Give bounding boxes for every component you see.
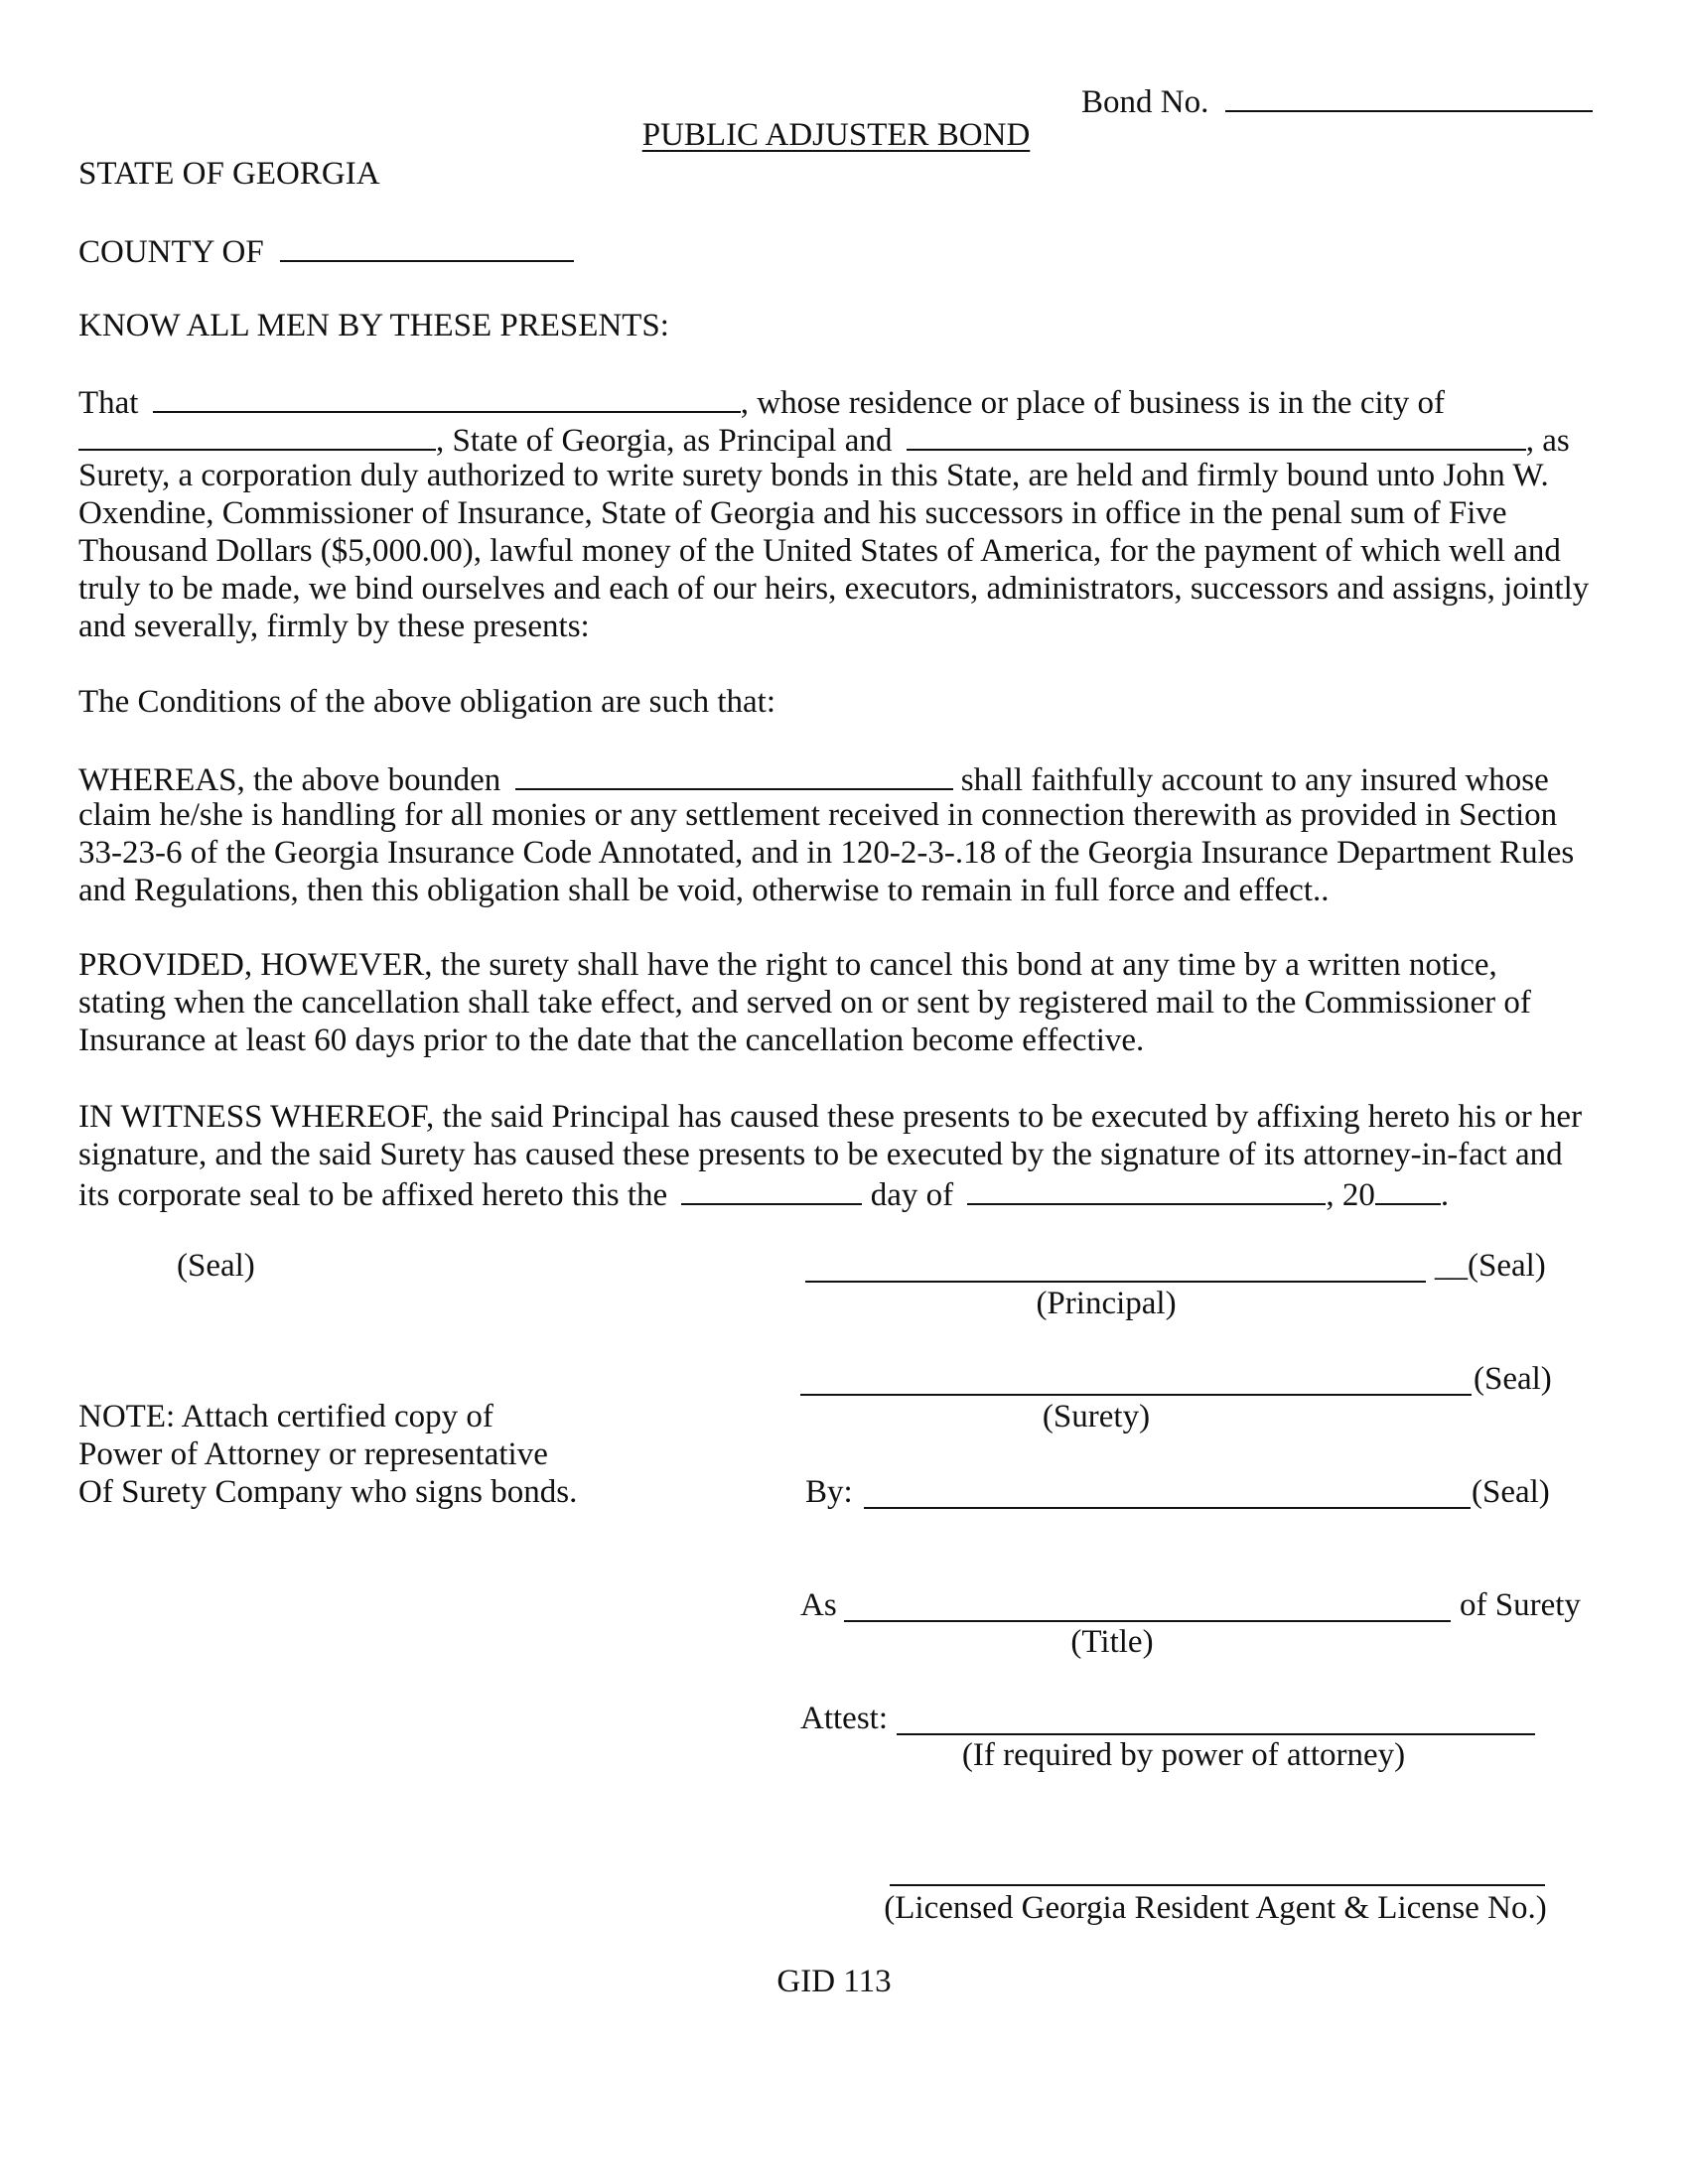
whereas-line1 (78, 758, 1549, 796)
county-row (78, 230, 574, 268)
text: , State of Georgia, as Principal and (436, 423, 893, 459)
county-field[interactable] (280, 230, 574, 262)
state-line: STATE OF GEORGIA (78, 156, 380, 192)
document-title: PUBLIC ADJUSTER BOND (641, 117, 1031, 153)
surety-seal: (Seal) (1474, 1361, 1552, 1397)
by-label: By: (805, 1474, 853, 1510)
note-line: Of Surety Company who signs bonds. (78, 1474, 578, 1510)
bond-no-label: Bond No. (1081, 84, 1209, 120)
whereas-line: 33-23-6 of the Georgia Insurance Code Annotated, and in 120-2-3-.18 of the Georgia Insurance Department Rules (78, 835, 1575, 871)
para1-line: Oxendine, Commissioner of Insurance, State of Georgia and his successors in office in the penal sum of Five (78, 495, 1507, 531)
surety-name-field[interactable] (907, 419, 1526, 451)
attest-note: (If required by power of attorney) (961, 1737, 1406, 1773)
para1-line: Thousand Dollars ($5,000.00), lawful money of the United States of America, for the payment of which well and (78, 533, 1561, 569)
text: shall faithfully account to any insured whose (960, 762, 1549, 798)
text: . (1440, 1177, 1450, 1213)
bounden-name-field[interactable] (515, 758, 953, 790)
provided-line: PROVIDED, HOWEVER, the surety shall have the right to cancel this bond at any time by a written notice, (78, 947, 1497, 983)
principal-signature-line[interactable] (805, 1281, 1426, 1283)
city-field[interactable] (78, 419, 436, 451)
para1-line: Surety, a corporation duly authorized to write surety bonds in this State, are held and firmly bound unto John W. (78, 458, 1549, 493)
bond-number-row (1081, 80, 1593, 118)
text: , as (1525, 423, 1570, 459)
provided-line: Insurance at least 60 days prior to the date that the cancellation become effective. (78, 1023, 1145, 1058)
year-field[interactable] (1375, 1173, 1441, 1205)
text: That (78, 385, 139, 421)
preamble: KNOW ALL MEN BY THESE PRESENTS: (78, 308, 669, 343)
text: , whose residence or place of business is in the city of (740, 385, 1446, 421)
of-surety-label: of Surety (1460, 1587, 1581, 1623)
text: its corporate seal to be affixed hereto this the (78, 1177, 668, 1213)
whereas-line: claim he/she is handling for all monies or any settlement received in connection therewith as provided in Section (78, 797, 1558, 833)
attest-label: Attest: (800, 1701, 888, 1736)
county-label: COUNTY OF (78, 234, 264, 270)
title-line[interactable] (844, 1620, 1451, 1622)
attest-line[interactable] (897, 1733, 1535, 1735)
by-seal: (Seal) (1472, 1474, 1550, 1510)
para1-line: truly to be made, we bind ourselves and each of our heirs, executors, administrators, successors and assigns, jointly (78, 571, 1590, 607)
title-label: (Title) (1070, 1624, 1154, 1660)
whereas-line: and Regulations, then this obligation shall be void, otherwise to remain in full force and effect.. (78, 873, 1330, 908)
conditions-heading: The Conditions of the above obligation are such that: (78, 684, 776, 720)
text: WHEREAS, the above bounden (78, 762, 501, 798)
agent-label: (Licensed Georgia Resident Agent & License No.) (884, 1890, 1547, 1926)
principal-name-field[interactable] (153, 381, 741, 413)
note-line: Power of Attorney or representative (78, 1436, 548, 1472)
month-field[interactable] (967, 1173, 1326, 1205)
witness-line: signature, and the said Surety has caused these presents to be executed by the signature of its attorney-in-fact and (78, 1137, 1563, 1172)
witness-line3 (78, 1173, 1449, 1211)
agent-signature-line[interactable] (890, 1884, 1545, 1886)
note-line: NOTE: Attach certified copy of (78, 1399, 493, 1434)
provided-line: stating when the cancellation shall take effect, and served on or sent by registered mail to the Commissioner of (78, 985, 1531, 1021)
para1-line1 (78, 381, 1445, 419)
para1-line2 (78, 419, 1570, 457)
bond-no-field[interactable] (1225, 80, 1593, 112)
surety-label: (Surety) (1042, 1399, 1151, 1434)
day-field[interactable] (681, 1173, 862, 1205)
text: day of (870, 1177, 954, 1213)
surety-signature-line[interactable] (800, 1394, 1472, 1396)
witness-line: IN WITNESS WHEREOF, the said Principal has caused these presents to be executed by affixing hereto his or her (78, 1099, 1583, 1135)
principal-seal: __(Seal) (1435, 1248, 1546, 1284)
by-signature-line[interactable] (864, 1507, 1471, 1509)
text: , 20 (1326, 1177, 1375, 1213)
form-number: GID 113 (776, 1964, 892, 1999)
principal-label: (Principal) (1036, 1286, 1177, 1321)
para1-line: and severally, firmly by these presents: (78, 609, 590, 644)
left-seal: (Seal) (177, 1248, 255, 1284)
as-label: As (800, 1587, 837, 1623)
